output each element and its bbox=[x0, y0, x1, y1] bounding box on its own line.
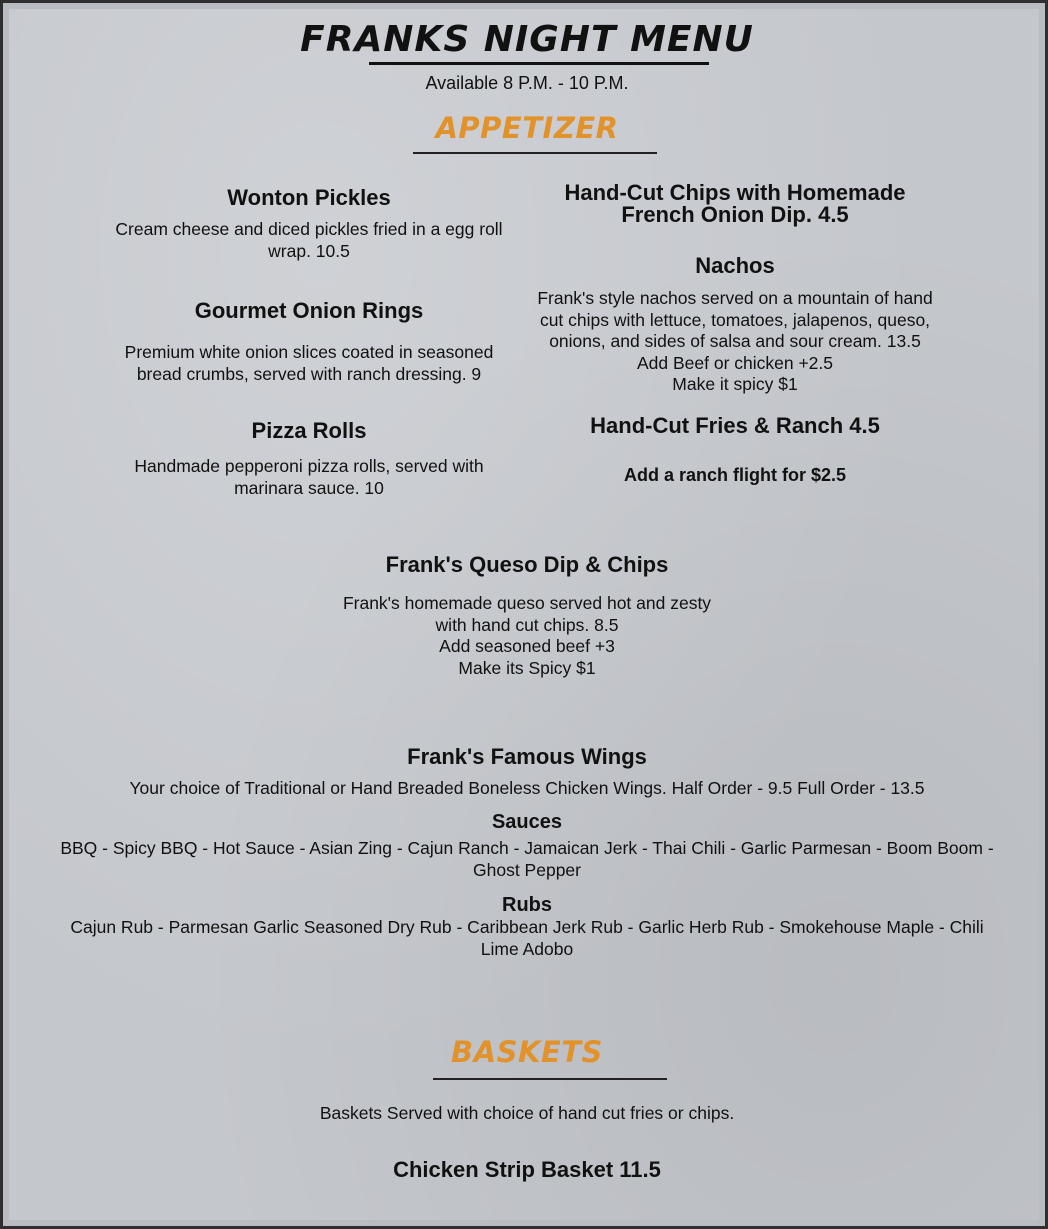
wonton-pickles-desc: Cream cheese and diced pickles fried in a egg roll wrap. 10.5 bbox=[115, 219, 503, 261]
nachos-desc-line5: Make it spicy $1 bbox=[672, 374, 798, 394]
sauces-line2: Ghost Pepper bbox=[473, 859, 581, 880]
fries-ranch-name: Hand-Cut Fries & Ranch 4.5 bbox=[590, 413, 880, 438]
wings-name: Frank's Famous Wings bbox=[407, 744, 647, 769]
sauces-heading: Sauces bbox=[491, 811, 563, 833]
pizza-rolls-name: Pizza Rolls bbox=[251, 418, 367, 443]
queso-desc-line3: Add seasoned beef +3 bbox=[439, 636, 615, 656]
chips-dip-name-line2: French Onion Dip. 4.5 bbox=[621, 202, 849, 227]
nachos-name: Nachos bbox=[695, 253, 775, 278]
nachos-desc-line1: Frank's style nachos served on a mountain of hand bbox=[537, 288, 933, 308]
appetizer-underline bbox=[413, 152, 657, 154]
queso-name: Frank's Queso Dip & Chips bbox=[385, 552, 669, 577]
ranch-flight-extra: Add a ranch flight for $2.5 bbox=[623, 465, 847, 485]
rubs-line1: Cajun Rub - Parmesan Garlic Seasoned Dry Rub - Caribbean Jerk Rub - Garlic Herb Rub - Smokehouse Maple - Chili bbox=[70, 917, 984, 937]
wonton-pickles-name: Wonton Pickles bbox=[227, 185, 391, 210]
menu-title: FRANKS NIGHT MENU bbox=[300, 19, 754, 60]
onion-rings-name: Gourmet Onion Rings bbox=[194, 298, 424, 323]
title-underline bbox=[369, 62, 709, 65]
baskets-heading: BASKETS bbox=[451, 1035, 603, 1069]
chips-dip-name-line1: Hand-Cut Chips with Homemade bbox=[564, 180, 906, 205]
baskets-note: Baskets Served with choice of hand cut fries or chips. bbox=[319, 1103, 735, 1123]
nachos-desc-line2: cut chips with lettuce, tomatoes, jalapenos, queso, bbox=[539, 309, 931, 330]
wings-desc: Your choice of Traditional or Hand Breaded Boneless Chicken Wings. Half Order - 9.5 Full Order - 13.5 bbox=[129, 778, 925, 798]
chicken-strip-basket: Chicken Strip Basket 11.5 bbox=[393, 1157, 661, 1182]
baskets-underline bbox=[433, 1078, 667, 1080]
pizza-rolls-desc: Handmade pepperoni pizza rolls, served with marinara sauce. 10 bbox=[134, 456, 484, 498]
appetizer-heading: APPETIZER bbox=[435, 111, 619, 145]
nachos-desc-line4: Add Beef or chicken +2.5 bbox=[636, 352, 834, 373]
queso-desc-line2: with hand cut chips. 8.5 bbox=[435, 614, 619, 635]
nachos-desc-line3: onions, and sides of salsa and sour cream. 13.5 bbox=[549, 331, 921, 351]
availability-text: Available 8 P.M. - 10 P.M. bbox=[425, 73, 629, 93]
sauces-line1: BBQ - Spicy BBQ - Hot Sauce - Asian Zing - Cajun Ranch - Jamaican Jerk - Thai Chili - Garlic Parmesan - Boom Boom - bbox=[60, 838, 994, 858]
queso-desc-line4: Make its Spicy $1 bbox=[458, 657, 596, 678]
queso-desc-line1: Frank's homemade queso served hot and zesty bbox=[342, 593, 712, 613]
rubs-heading: Rubs bbox=[502, 894, 552, 916]
rubs-line2: Lime Adobo bbox=[480, 938, 574, 959]
onion-rings-desc: Premium white onion slices coated in seasoned bread crumbs, served with ranch dressing. 9 bbox=[124, 342, 494, 384]
